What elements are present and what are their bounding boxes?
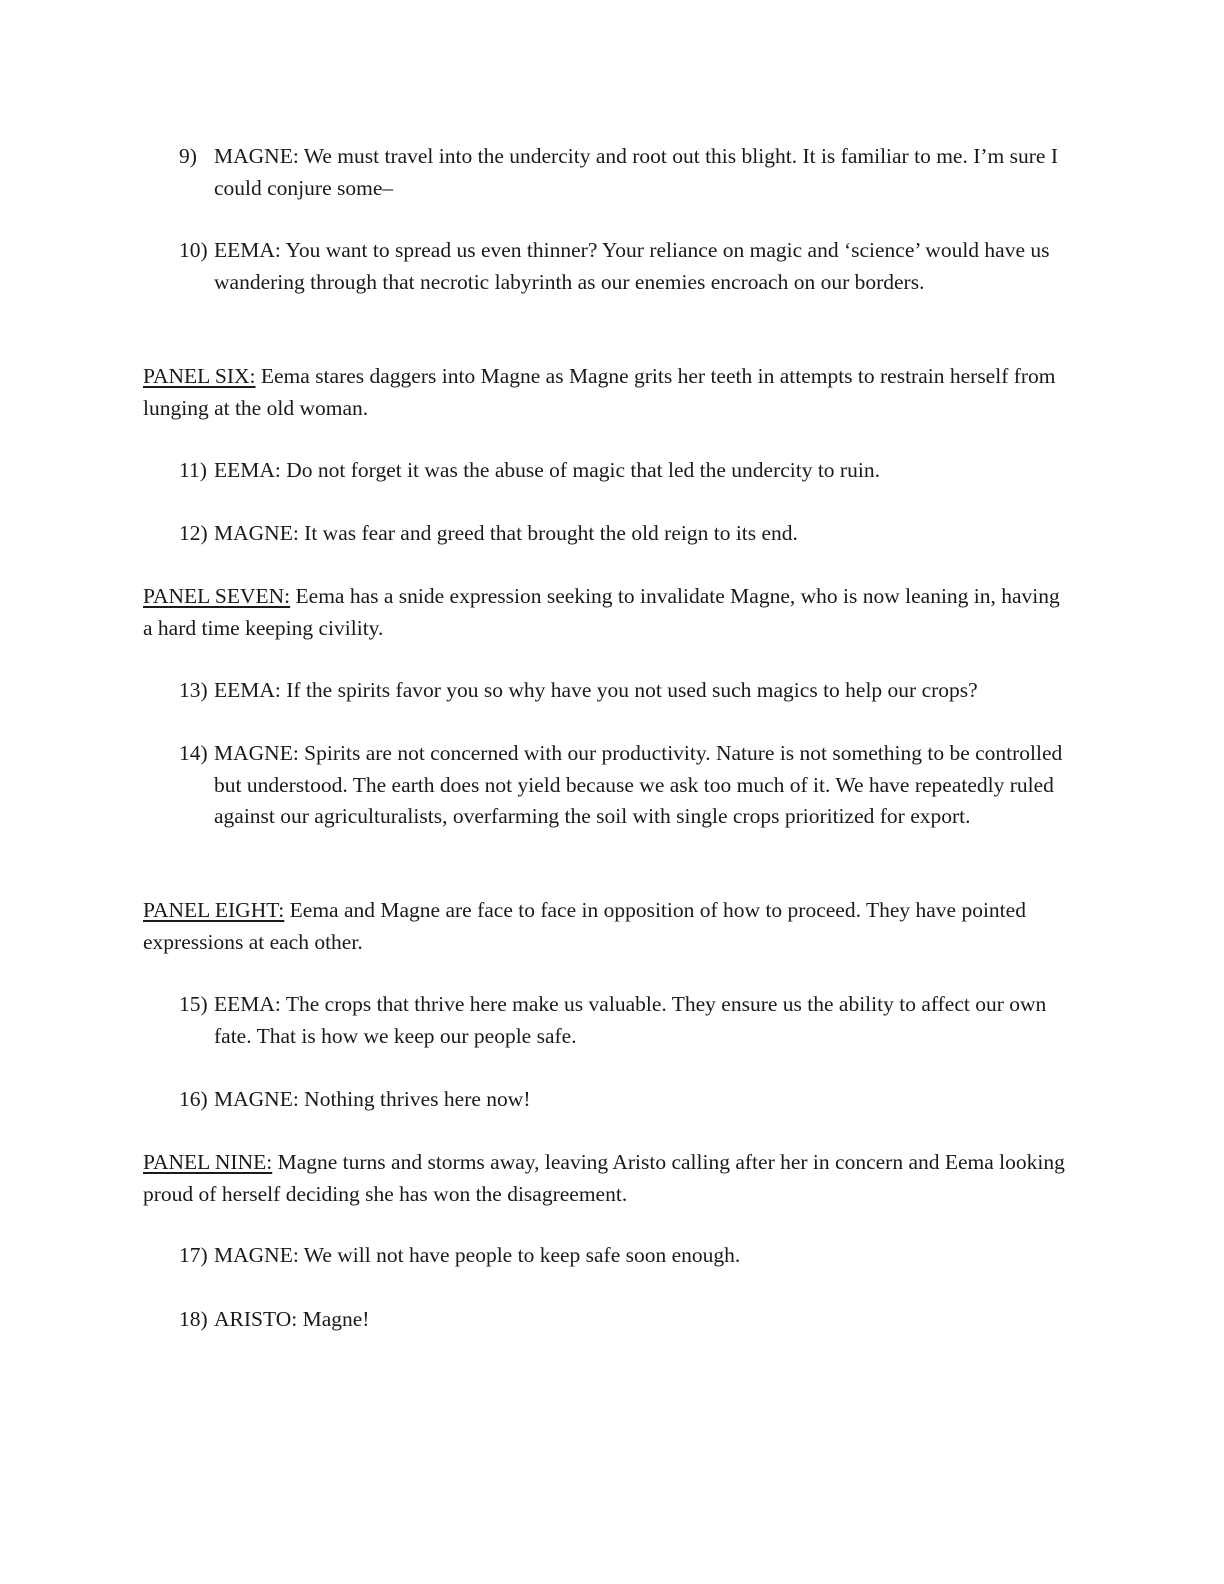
dialogue-line <box>0 1084 1224 1116</box>
dialogue-line <box>0 989 1224 1052</box>
panel-description <box>0 361 1224 424</box>
line-number: 13) <box>179 678 208 702</box>
dialogue-text: MAGNE: We must travel into the undercity and root out this blight. It is familiar to me. I’m sure I could conjure some– <box>214 144 1058 200</box>
panel-label: PANEL SIX: <box>143 364 256 388</box>
line-number: 9) <box>179 144 197 168</box>
dialogue-text: EEMA: The crops that thrive here make us valuable. They ensure us the ability to affect our own fate. That is how we keep our people safe. <box>214 992 1047 1048</box>
dialogue-line <box>0 675 1224 707</box>
dialogue-text: EEMA: If the spirits favor you so why have you not used such magics to help our crops? <box>214 678 978 702</box>
panel-label: PANEL NINE: <box>143 1150 273 1174</box>
dialogue-text: MAGNE: It was fear and greed that brought the old reign to its end. <box>214 521 798 545</box>
panel-text: Magne turns and storms away, leaving Aristo calling after her in concern and Eema looking proud of herself deciding she has won the disagreement. <box>143 1150 1065 1206</box>
line-number: 10) <box>179 238 208 262</box>
line-number: 16) <box>179 1087 208 1111</box>
line-number: 17) <box>179 1243 208 1267</box>
dialogue-line <box>0 1304 1224 1336</box>
panel-text: Eema stares daggers into Magne as Magne grits her teeth in attempts to restrain herself from lunging at the old woman. <box>143 364 1056 420</box>
dialogue-text: ARISTO: Magne! <box>214 1307 370 1331</box>
line-number: 18) <box>179 1307 208 1331</box>
panel-text: Eema and Magne are face to face in opposition of how to proceed. They have pointed expressions at each other. <box>143 898 1026 954</box>
dialogue-line <box>0 141 1224 204</box>
dialogue-line <box>0 1240 1224 1272</box>
dialogue-text: MAGNE: We will not have people to keep safe soon enough. <box>214 1243 741 1267</box>
line-number: 14) <box>179 741 208 765</box>
panel-description <box>0 1147 1224 1210</box>
dialogue-text: EEMA: You want to spread us even thinner? Your reliance on magic and ‘science’ would have us wandering through that necrotic labyrinth as our enemies encroach on our borders. <box>214 238 1050 294</box>
dialogue-line <box>0 455 1224 487</box>
line-number: 15) <box>179 992 208 1016</box>
panel-label: PANEL SEVEN: <box>143 584 291 608</box>
panel-text: Eema has a snide expression seeking to invalidate Magne, who is now leaning in, having a hard time keeping civility. <box>143 584 1060 640</box>
dialogue-text: MAGNE: Nothing thrives here now! <box>214 1087 531 1111</box>
panel-description <box>0 581 1224 644</box>
panel-description <box>0 895 1224 958</box>
dialogue-line <box>0 518 1224 550</box>
panel-label: PANEL EIGHT: <box>143 898 285 922</box>
dialogue-line <box>0 738 1224 833</box>
dialogue-text: MAGNE: Spirits are not concerned with our productivity. Nature is not something to be controlled but understood. The earth does not yield because we ask too much of it. We have repeatedly ruled against our agriculturalists, overfarming the soil with single crops prioritized for export. <box>214 741 1063 828</box>
dialogue-text: EEMA: Do not forget it was the abuse of magic that led the undercity to ruin. <box>214 458 880 482</box>
dialogue-line <box>0 235 1224 298</box>
line-number: 12) <box>179 521 208 545</box>
line-number: 11) <box>179 458 207 482</box>
